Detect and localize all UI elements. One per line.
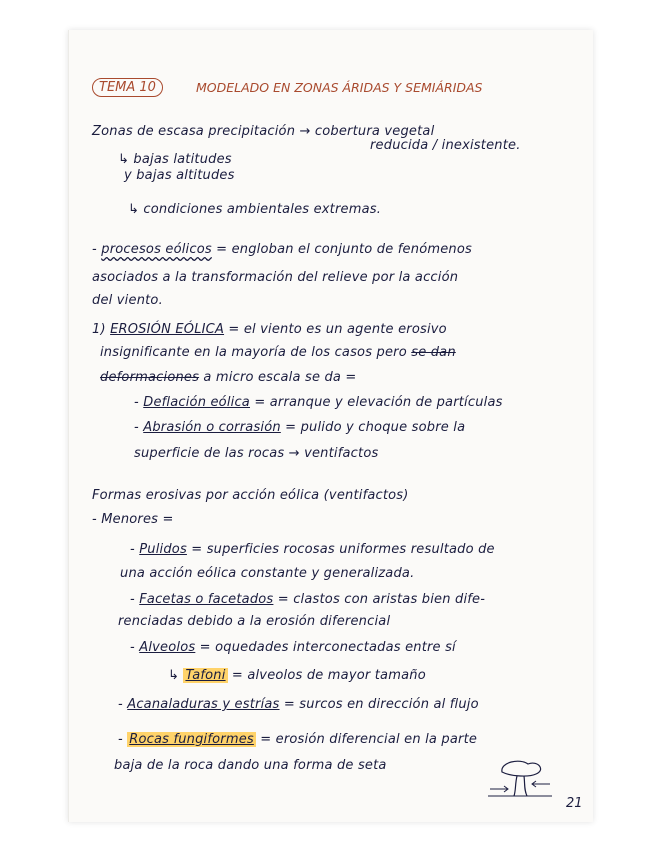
note-line-12: - Abrasión o corrasión = pulido y choque sobre la — [134, 420, 466, 435]
dash-bullet: - — [92, 242, 97, 257]
note-line-10 — [100, 370, 357, 385]
note-line-24: baja de la roca dando una forma de seta — [114, 758, 387, 773]
definition-text: = oquedades interconectadas entre sí — [199, 640, 456, 655]
struck-text: se dan — [411, 345, 456, 360]
note-line-5 — [92, 242, 472, 257]
note-line-21: ↳ Tafoni = alveolos de mayor tamaño — [168, 668, 426, 683]
page-title: MODELADO EN ZONAS ÁRIDAS Y SEMIÁRIDAS — [196, 80, 483, 95]
note-line-17: una acción eólica constante y generalizada. — [120, 566, 415, 581]
struck-text: deformaciones — [100, 370, 200, 385]
note-line-11: - Deflación eólica = arranque y elevación de partículas — [134, 395, 503, 410]
note-line-2: ↳ bajas latitudes — [118, 152, 232, 167]
mushroom-rock-sketch — [484, 758, 556, 802]
note-line-7: del viento. — [92, 293, 163, 308]
term-acanaladuras: Acanaladuras y estrías — [127, 697, 280, 712]
note-line-3: y bajas altitudes — [124, 168, 235, 183]
definition-text: = surcos en dirección al flujo — [283, 697, 479, 712]
note-line-15: - Menores = — [92, 512, 174, 527]
definition-text: = alveolos de mayor tamaño — [231, 668, 426, 683]
note-line-9 — [100, 345, 456, 360]
note-line-16: - Pulidos = superficies rocosas uniformes resultado de — [130, 542, 495, 557]
term-abrasion: Abrasión o corrasión — [143, 420, 281, 435]
note-line-14: Formas erosivas por acción eólica (ventifactos) — [92, 488, 409, 503]
definition-text: = superficies rocosas uniformes resultado de — [191, 542, 495, 557]
page-number: 21 — [566, 796, 583, 811]
note-line-6: asociados a la transformación del relieve por la acción — [92, 270, 459, 285]
term-procesos-eolicos: procesos eólicos — [101, 242, 212, 257]
note-line-1b: reducida / inexistente. — [370, 138, 521, 153]
note-line-22: - Acanaladuras y estrías = surcos en dirección al flujo — [118, 697, 479, 712]
definition-text: = el viento es un agente erosivo — [228, 322, 447, 337]
topic-badge: TEMA 10 — [92, 78, 163, 97]
note-line-8 — [92, 322, 447, 337]
note-line-19: renciadas debido a la erosión diferencial — [118, 614, 391, 629]
term-deflacion: Deflación eólica — [143, 395, 250, 410]
note-line-18: - Facetas o facetados = clastos con aristas bien dife- — [130, 592, 486, 607]
definition-text: = arranque y elevación de partículas — [254, 395, 503, 410]
definition-text: = clastos con aristas bien dife- — [277, 592, 486, 607]
note-line-20: - Alveolos = oquedades interconectadas entre sí — [130, 640, 456, 655]
definition-text: = pulido y choque sobre la — [285, 420, 466, 435]
term-erosion-eolica: EROSIÓN EÓLICA — [110, 322, 225, 337]
definition-text: = erosión diferencial en la parte — [260, 732, 478, 747]
term-alveolos: Alveolos — [139, 640, 196, 655]
term-pulidos: Pulidos — [139, 542, 187, 557]
body-text: insignificante en la mayoría de los casos pero — [100, 345, 407, 360]
note-line-13: superficie de las rocas → ventifactos — [134, 446, 379, 461]
section-number: 1) — [92, 322, 106, 337]
definition-text: = engloban el conjunto de fenómenos — [216, 242, 472, 257]
note-line-4: ↳ condiciones ambientales extremas. — [128, 202, 382, 217]
term-facetas: Facetas o facetados — [139, 592, 274, 607]
note-line-1a: Zonas de escasa precipitación → cobertura vegetal — [92, 124, 435, 139]
term-tafoni-highlighted: Tafoni — [185, 668, 226, 683]
body-text: a micro escala se da = — [203, 370, 357, 385]
note-line-23: - Rocas fungiformes = erosión diferencial en la parte — [118, 732, 478, 747]
term-rocas-fungiformes-highlighted: Rocas fungiformes — [129, 732, 254, 747]
